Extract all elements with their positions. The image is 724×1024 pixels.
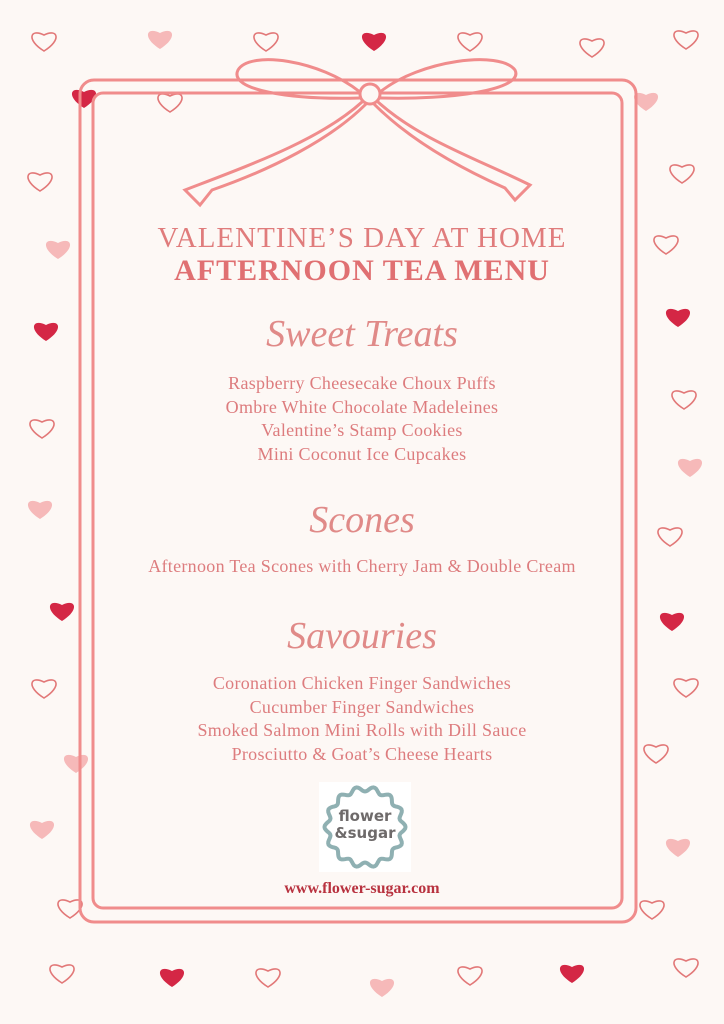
website-link[interactable]: www.flower-sugar.com [284, 880, 440, 897]
menu-item: Ombre White Chocolate Madeleines [225, 396, 499, 417]
sweet-treats-list [0, 372, 724, 466]
heart-icon [560, 965, 584, 983]
heart-icon [674, 959, 698, 977]
heart-icon [58, 900, 82, 918]
title-line-2: AFTERNOON TEA MENU [174, 254, 550, 287]
heart-icon [666, 839, 690, 857]
menu-item: Coronation Chicken Finger Sandwiches [212, 673, 512, 693]
heart-icon [674, 31, 698, 49]
title-line-1: VALENTINE’S DAY AT HOME [157, 222, 567, 254]
heart-icon [28, 173, 52, 191]
menu-item: Prosciutto & Goat’s Cheese Hearts [231, 743, 493, 764]
heart-icon [158, 94, 182, 112]
menu-item: Cucumber Finger Sandwiches [249, 696, 475, 717]
heart-icon [640, 901, 664, 919]
heart-icon [50, 965, 74, 983]
heart-icon [670, 165, 694, 183]
section-heading-sweet-treats: Sweet Treats [266, 313, 458, 355]
logo-line-2: &sugar [334, 824, 396, 842]
heart-icon [634, 93, 658, 111]
heart-icon [254, 33, 278, 51]
logo-line-1: flower [338, 807, 392, 825]
menu-item: Smoked Salmon Mini Rolls with Dill Sauce [197, 720, 527, 740]
heart-icon [458, 967, 482, 985]
menu-item: Raspberry Cheesecake Choux Puffs [228, 373, 496, 393]
menu-item: Valentine’s Stamp Cookies [261, 420, 463, 440]
heart-icon [458, 33, 482, 51]
section-heading-savouries: Savouries [287, 615, 437, 657]
heart-icon [32, 33, 56, 51]
menu-item: Mini Coconut Ice Cupcakes [257, 443, 467, 464]
savouries-list [0, 672, 724, 766]
heart-icon [160, 969, 184, 987]
section-heading-scones: Scones [309, 499, 415, 541]
heart-icon [362, 33, 386, 51]
heart-icon [580, 39, 604, 57]
menu-item: Afternoon Tea Scones with Cherry Jam & Double Cream [148, 556, 576, 576]
heart-icon [30, 821, 54, 839]
scones-list [0, 555, 724, 579]
heart-icon [370, 979, 394, 997]
heart-icon [148, 31, 172, 49]
heart-icon [256, 969, 280, 987]
flower-sugar-logo [319, 782, 411, 872]
